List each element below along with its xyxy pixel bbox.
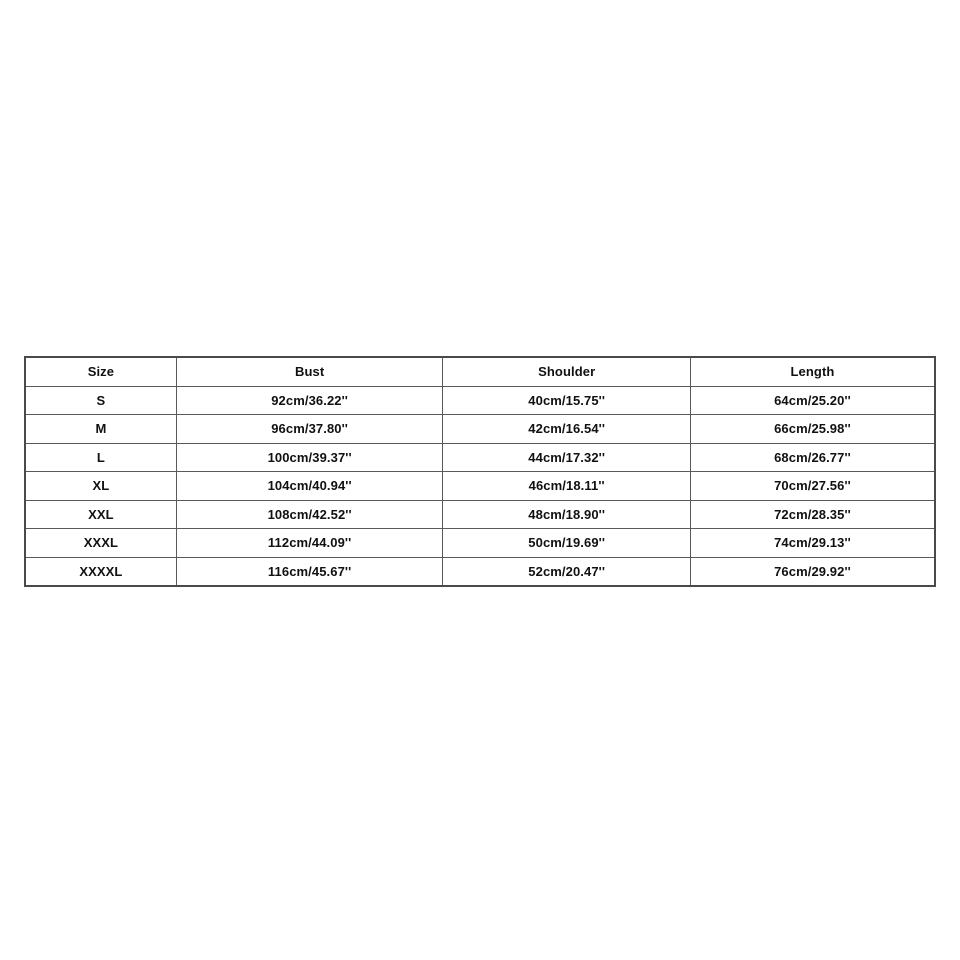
table-row [25,386,935,415]
length-cell: 64cm/25.20'' [690,386,935,415]
shoulder-cell: 42cm/16.54'' [443,415,691,444]
shoulder-cell: 40cm/15.75'' [443,386,691,415]
length-cell: 72cm/28.35'' [690,500,935,529]
bust-cell: 112cm/44.09'' [176,529,443,558]
table-row [25,415,935,444]
size-cell: XXXXL [25,557,176,586]
shoulder-cell: 44cm/17.32'' [443,443,691,472]
bust-cell: 116cm/45.67'' [176,557,443,586]
table-row [25,529,935,558]
bust-cell: 92cm/36.22'' [176,386,443,415]
table-row [25,443,935,472]
size-cell: XXXL [25,529,176,558]
length-cell: 66cm/25.98'' [690,415,935,444]
shoulder-cell: 46cm/18.11'' [443,472,691,501]
size-cell: S [25,386,176,415]
size-cell: L [25,443,176,472]
header-size: Size [25,357,176,386]
length-cell: 76cm/29.92'' [690,557,935,586]
size-cell: M [25,415,176,444]
bust-cell: 96cm/37.80'' [176,415,443,444]
header-length: Length [690,357,935,386]
size-chart-table [24,356,936,587]
header-shoulder: Shoulder [443,357,691,386]
table-header-row [25,357,935,386]
shoulder-cell: 50cm/19.69'' [443,529,691,558]
bust-cell: 100cm/39.37'' [176,443,443,472]
bust-cell: 104cm/40.94'' [176,472,443,501]
size-cell: XXL [25,500,176,529]
length-cell: 74cm/29.13'' [690,529,935,558]
size-cell: XL [25,472,176,501]
length-cell: 68cm/26.77'' [690,443,935,472]
table-row [25,472,935,501]
header-bust: Bust [176,357,443,386]
shoulder-cell: 52cm/20.47'' [443,557,691,586]
bust-cell: 108cm/42.52'' [176,500,443,529]
table-row [25,500,935,529]
length-cell: 70cm/27.56'' [690,472,935,501]
table-row [25,557,935,586]
shoulder-cell: 48cm/18.90'' [443,500,691,529]
